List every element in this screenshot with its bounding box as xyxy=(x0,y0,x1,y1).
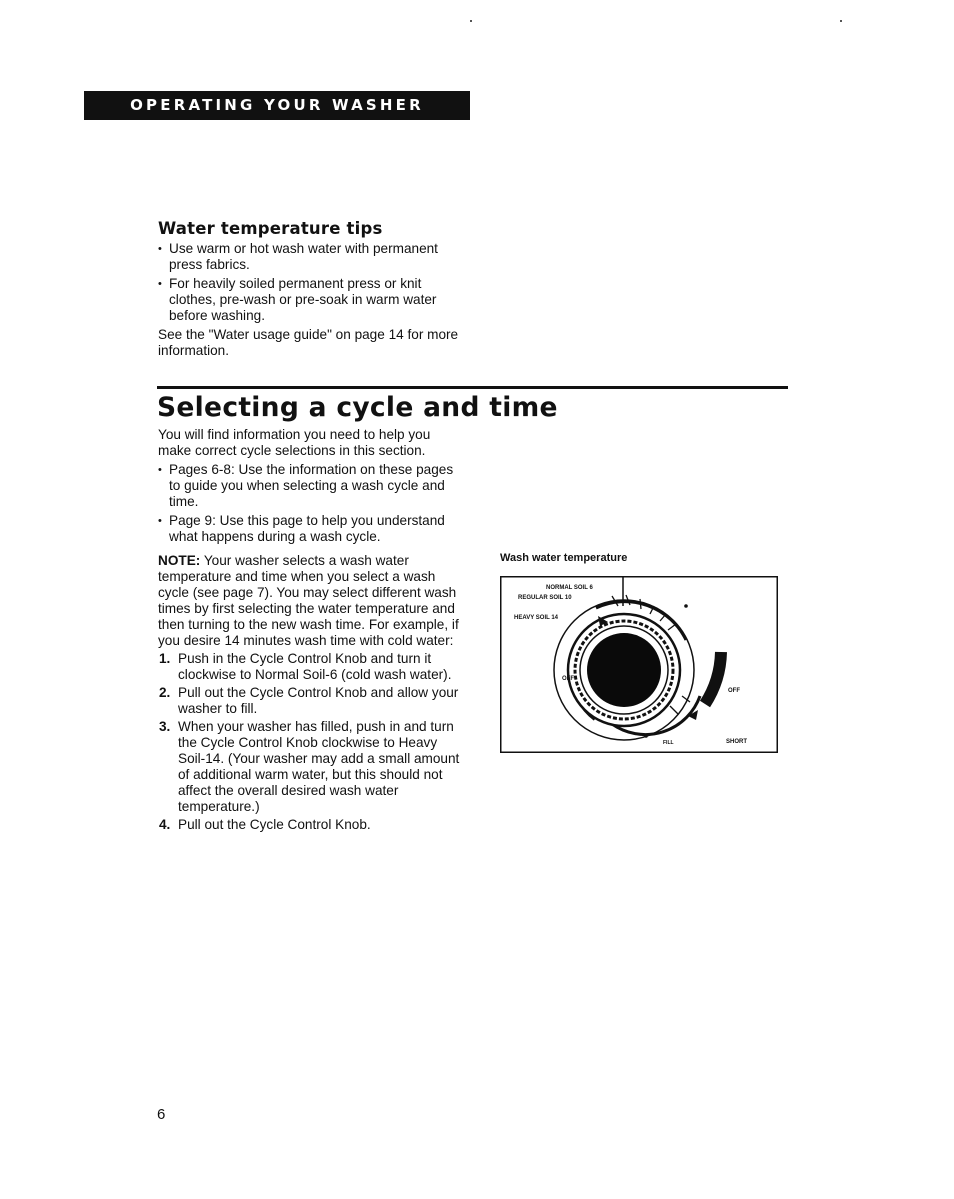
label-off-right: OFF xyxy=(728,688,740,694)
step-text: Push in the Cycle Control Knob and turn it clockwise to Normal Soil-6 (cold wash water). xyxy=(178,651,452,682)
step-number: 4. xyxy=(159,817,171,832)
note-text: Your washer selects a wash water temperature and time when you select a wash cycle (see page 7). You may select different wash times by first selecting the water temperature and then turning to the new wash time. For example, if you desire 14 minutes wash time with cold water: xyxy=(158,553,459,648)
label-short: SHORT xyxy=(726,739,747,745)
label-heavy-soil: HEAVY SOIL 14 xyxy=(514,615,559,621)
note-block xyxy=(158,553,463,835)
page-title: Selecting a cycle and time xyxy=(157,392,558,423)
list-item: • Page 9: Use this page to help you understand what happens during a wash cycle. xyxy=(158,513,458,545)
step-number: 2. xyxy=(159,685,171,700)
step-text: Pull out the Cycle Control Knob and allow your washer to fill. xyxy=(178,685,459,716)
scan-speck xyxy=(470,20,472,22)
figure-caption: Wash water temperature xyxy=(500,552,628,564)
step-text: When your washer has filled, push in and turn the Cycle Control Knob clockwise to Heavy Soil-14. (Your washer may add a small amount of additional warm water, but this should not affect the overall desired wash water temperature.) xyxy=(178,719,460,814)
list-item: • For heavily soiled permanent press or knit clothes, pre-wash or pre-soak in warm water before washing. xyxy=(158,276,468,324)
step-text: Pull out the Cycle Control Knob. xyxy=(178,817,371,832)
label-fill: FILL xyxy=(663,740,674,746)
dial-dot xyxy=(684,604,688,608)
list-item: • Use warm or hot wash water with permanent press fabrics. xyxy=(158,241,468,273)
section-banner: OPERATING YOUR WASHER xyxy=(84,91,470,120)
tips-list xyxy=(158,241,468,324)
knob-center xyxy=(587,633,661,707)
list-item xyxy=(158,817,463,833)
note-label: NOTE: xyxy=(158,553,201,568)
dial-dot xyxy=(644,734,648,738)
list-item xyxy=(158,719,463,815)
intro-list xyxy=(158,462,458,545)
page-number: 6 xyxy=(157,1106,166,1123)
list-item xyxy=(158,651,463,683)
section-divider xyxy=(157,386,788,389)
water-temperature-tips xyxy=(158,219,468,359)
label-off-left: OFF xyxy=(562,676,574,682)
tips-heading: Water temperature tips xyxy=(158,219,383,238)
list-item xyxy=(158,685,463,717)
note-paragraph xyxy=(158,553,463,649)
scan-speck xyxy=(840,20,842,22)
label-normal-soil: NORMAL SOIL 6 xyxy=(546,585,593,591)
cycle-dial-illustration xyxy=(500,576,778,753)
section-intro xyxy=(158,427,458,548)
intro-text: You will find information you need to help you make correct cycle selections in this section. xyxy=(158,427,431,458)
cycle-dial-figure xyxy=(500,576,778,753)
list-item: • Pages 6-8: Use the information on these pages to guide you when selecting a wash cycle and time. xyxy=(158,462,458,510)
label-regular-soil: REGULAR SOIL 10 xyxy=(518,595,572,601)
steps-list xyxy=(158,651,463,833)
step-number: 1. xyxy=(159,651,171,666)
tips-see-also: See the "Water usage guide" on page 14 for more information. xyxy=(158,327,459,358)
step-number: 3. xyxy=(159,719,171,734)
